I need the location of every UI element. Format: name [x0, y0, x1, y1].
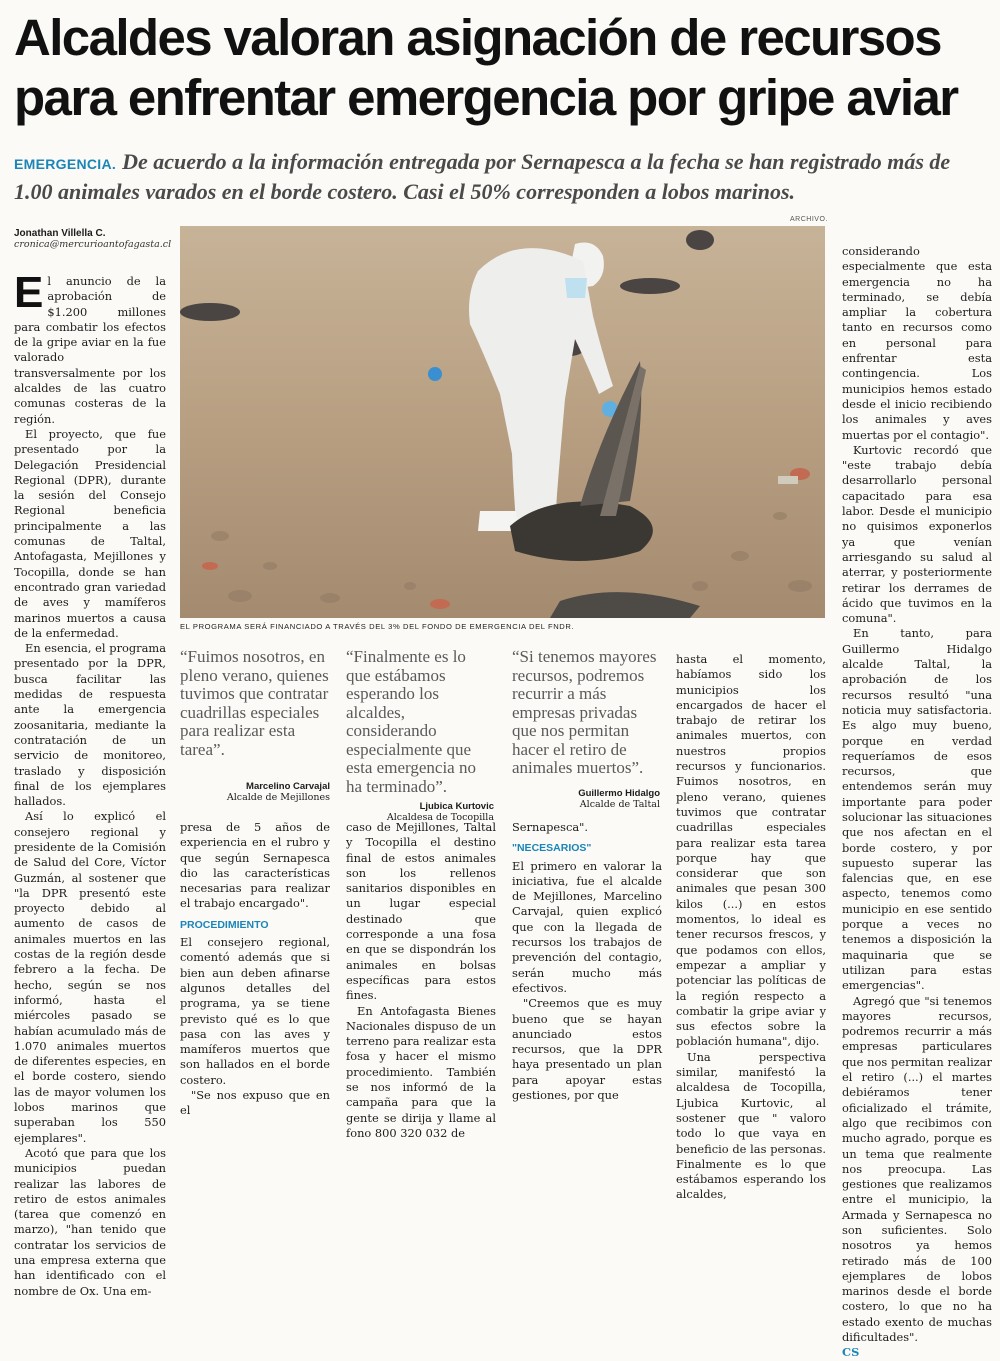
- quote-text: “Fuimos nosotros, en pleno verano, quienes tuvimos que contratar cuadrillas especiales para realizar esta tarea”.: [180, 647, 329, 759]
- col6-paragraph: considerando especialmente que esta emergencia no ha terminado, se debía ampliar la cobertura tanto en recursos como en personal para enfrentar esta contingencia. Los municipios hemos estado desde el inicio recibiendo los animales y aves muertas por el contagio".: [842, 244, 992, 442]
- pull-quote-3: [512, 648, 660, 810]
- column-5: [676, 652, 826, 1203]
- quote-role: Alcalde de Taltal: [579, 798, 660, 810]
- col1-paragraph: Acotó que para que los municipios puedan realizar las labores de retiro de estos animales (tarea que comenzó en marzo), "han tenido que contratar los servicios de una empresa externa que han identificado con el nombre de Ox. Una em-: [14, 1145, 166, 1298]
- quote-author: Guillermo Hidalgo: [578, 787, 660, 799]
- col4-paragraph: Sernapesca".: [512, 820, 589, 834]
- section-subhead: "NECESARIOS": [512, 842, 592, 855]
- col1-paragraph: l anuncio de la aprobación de $1.200 millones para combatir los efectos de la gripe aviar en la fue valorado transversalmente por los alcaldes de las cuatro comunas costeras de la región.: [14, 274, 166, 426]
- pull-quote-1: [180, 648, 330, 803]
- quote-author: Marcelino Carvajal: [246, 781, 330, 792]
- quote-role: Alcaldesa de Tocopilla: [386, 812, 494, 823]
- pull-quote-2: [346, 648, 494, 823]
- col5-paragraph: hasta el momento, habíamos sido los municipios los encargados de hacer el trabajo de retirar los animales muertos, con nuestros propios recursos y funcionarios. Fuimos nosotros, en pleno verano, quienes tuvimos que contratar cuadrillas especiales para realizar esta tarea porque hay que considerar que son animales que pesan 300 kilos (...) en estos momentos, lo ideal es tener recursos frescos, y que podamos con ellos, empezar a ampliar y potenciar las políticas de la región respecto a combatir la gripe aviar y sus efectos sobre la población humana", dijo.: [676, 652, 826, 1049]
- col6-paragraph: En tanto, para Guillermo Hidalgo alcalde Taltal, la aprobación de los recursos resultó "una noticia muy satisfactoria. Es algo muy bueno, porque en verdad requeríamos de esos recursos, que entendemos serán muy importante para poder solucionar las situaciones que nos afectan en el borde costero, y por supuesto superar las falencias que, en ese aspecto, tenemos como municipio en ese sentido porque a veces no tenemos a disposición la maquinaria que se utilizan para estas emergencias".: [842, 626, 992, 993]
- col1-paragraph: El proyecto, que fue presentado por la Delegación Presidencial Regional (DPR), durante la sesión del Consejo Regional beneficia principalmente a las comunas de Taltal, Antofagasta, Mejillones y Tocopilla, donde se han encontrado gran variedad de aves y mamíferos marinos muertos a causa de la enfermedad.: [14, 426, 166, 640]
- headline: Alcaldes valoran asignación de recursos para enfrentar emergencia por gripe aviar: [14, 9, 958, 126]
- col3-paragraph: En Antofagasta Bienes Nacionales dispuso de un terreno para realizar esta fosa y hacer el mismo procedimiento. También se nos informó de la campaña para que la gente se dirija y llame al fono 800 320 032 de: [346, 1003, 496, 1140]
- col6-paragraph: Agregó que "si tenemos mayores recursos, podremos recurrir a más empresas particulares que nos permitan realizar el retiro (...) el martes debiéramos tener oficializado el trámite, algo que recibimos con mucho agrado, porque es un tema que realmente nos preocupa. Las gestiones que realizamos entre el municipio, la Armada y Sernapesca no son suficientes. Solo nosotros ya hemos retirado más de 100 ejemplares de lobos marinos desde el borde costero, lo que no ha estado exento de muchas dificultades".: [842, 993, 992, 1345]
- col4-paragraph: "Creemos que es muy bueno que se hayan anunciado estos recursos, que la DPR haya presentado un plan para apoyar estas gestiones, por que: [512, 996, 662, 1103]
- byline-email[interactable]: cronica@mercurioantofagasta.cl: [14, 239, 172, 250]
- quote-author: Ljubica Kurtovic: [419, 801, 494, 812]
- deck-kicker: EMERGENCIA.: [14, 156, 117, 172]
- quote-text: “Finalmente es lo que estábamos esperando los alcaldes, considerando especialmente que esta emergencia no ha terminado”.: [346, 647, 476, 796]
- col2-paragraph: presa de 5 años de experiencia en el rubro y que según Sernapesca dio las características necesarias para realizar el trabajo encargado".: [180, 820, 330, 911]
- photo-caption: EL PROGRAMA SERÁ FINANCIADO A TRAVÉS DEL 3% DEL FONDO DE EMERGENCIA DEL FNDR.: [180, 622, 575, 631]
- col5-paragraph: Una perspectiva similar, manifestó la alcaldesa de Tocopilla, Ljubica Kurtovic, al sostener que " valoro todo lo que vaya en beneficio de las personas. Finalmente es lo que estábamos esperando los alcaldes,: [676, 1049, 826, 1202]
- column-2: [180, 820, 330, 1119]
- photo-illustration: [180, 226, 825, 618]
- quote-role: Alcalde de Mejillones: [226, 792, 330, 803]
- col2-paragraph: El consejero regional, comentó además que si bien aun deben afinarse algunos detalles del programa, ya se tiene previsto qué es lo que pasa con las aves y mamíferos muertos que son hallados en el borde costero.: [180, 935, 330, 1087]
- dropcap: E: [14, 268, 44, 317]
- col4-paragraph: El primero en valorar la iniciativa, fue el alcalde de Mejillones, Marcelino Carvajal, quien explicó que con la llegada de recursos los trabajos de prevención del contagio, serán mucho más efectivos.: [512, 858, 662, 995]
- col2-paragraph: "Se nos expuso que en el: [180, 1088, 330, 1118]
- end-mark: CS: [842, 1345, 860, 1360]
- col3-paragraph: caso de Mejillones, Taltal y Tocopilla el destino final de estos animales son los rellenos sanitarios disponibles en un lugar especial destinado que corresponde a una fosa en que se dispondrán los animales en bolsas específicas para estos fines.: [346, 820, 496, 1003]
- byline: [14, 228, 172, 250]
- column-3: [346, 820, 496, 1141]
- deck: [14, 148, 989, 206]
- column-6: [842, 244, 992, 1361]
- photo-credit: ARCHIVO.: [790, 216, 828, 223]
- column-1: [14, 268, 166, 1299]
- col6-paragraph: Kurtovic recordó que "este trabajo debía desarrollarlo personal capacitado para esa labor. Desde el municipio no quisimos exponerlos ya que venían arriesgando su salud al aterrar, y posteriormente retirar los derrames de ácido que tuvimos en la comuna".: [842, 442, 992, 626]
- deck-text: De acuerdo a la información entregada por Sernapesca a la fecha se han registrado más de 1.00 animales varados en el borde costero. Casi el 50% corresponden a lobos marinos.: [14, 149, 951, 204]
- section-subhead: PROCEDIMIENTO: [180, 918, 269, 931]
- byline-name: Jonathan Villella C.: [14, 228, 106, 239]
- col1-paragraph: Así lo explicó el consejero regional y presidente de la Comisión de Salud del Core, Víctor Guzmán, al sostener que "la DPR presentó este proyecto debido al aumento de casos de animales muertos en las costas de la región desde febrero a la fecha. De hecho, según se nos informó, hasta el miércoles pasado se habían acumulado más de 1.070 animales muertos de diferentes especies, en el borde costero, siendo las de mayor volumen los lobos marinos que superaban los 550 ejemplares".: [14, 809, 166, 1145]
- quote-text: “Si tenemos mayores recursos, podremos recurrir a más empresas privadas que nos permitan hacer el retiro de animales muertos”.: [512, 647, 657, 777]
- column-4: [512, 820, 662, 1103]
- col1-paragraph: En esencia, el programa presentado por la DPR, busca facilitar las medidas de respuesta ante la emergencia zoosanitaria, mediante la contratación de un servicio de monitoreo, traslado y disposición final de los ejemplares hallados.: [14, 641, 166, 809]
- article-photo: [180, 226, 825, 618]
